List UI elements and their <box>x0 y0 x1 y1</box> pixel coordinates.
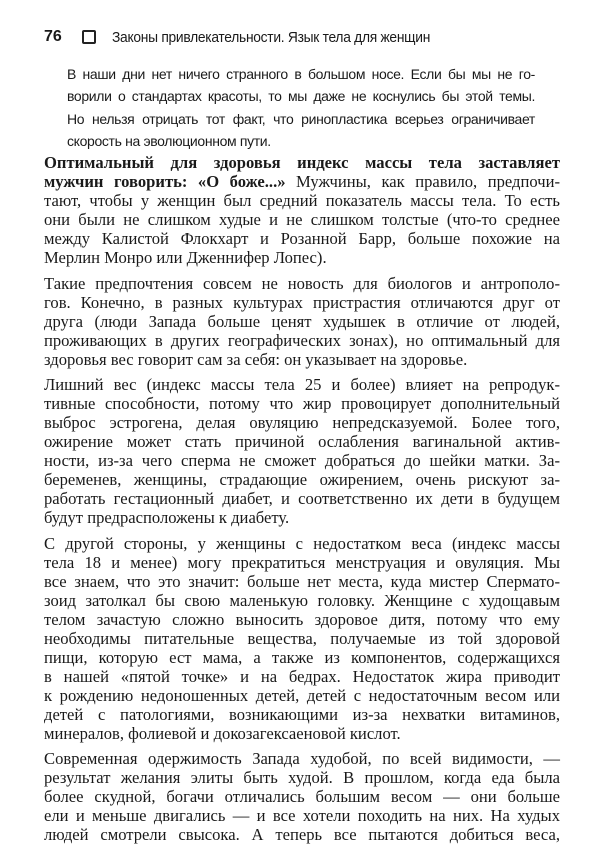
line-text: ели и меньше двигались — и все хотели походить на них. На худых <box>44 806 560 825</box>
text-line <box>44 534 560 553</box>
text-line <box>44 686 560 705</box>
text-line <box>44 489 560 508</box>
text-line <box>44 508 560 527</box>
line-text: Лишний вес (индекс массы тела 25 и более) влияет на репродук- <box>44 375 560 394</box>
text-line <box>44 229 560 248</box>
note-line: Но нельзя отрицать тот факт, что ринопластика всерьез ограничивает <box>67 110 535 127</box>
text-line <box>44 375 560 394</box>
note-line: В наши дни нет ничего странного в большом носе. Если бы мы не го- <box>67 66 535 82</box>
text-line <box>44 768 560 787</box>
paragraph <box>44 534 560 743</box>
text-line <box>44 553 560 572</box>
line-text: детей с патологиями, возникающими из-за нехватки витаминов, <box>44 704 560 724</box>
text-line <box>44 610 560 629</box>
text-line <box>44 629 560 648</box>
bold-lead-in: Оптимальный для здоровья индекс массы тела заставляет <box>44 153 560 172</box>
text-line <box>44 451 560 470</box>
running-title: Законы привлекательности. Язык тела для женщин <box>112 28 431 46</box>
line-text: тела 18 и менее) могу прекратиться менструация и овуляция. Мы <box>44 552 560 572</box>
line-text: пищи, которую ест мама, а также из компонентов, содержащихся <box>44 647 560 667</box>
line-text: будут предрасположены к диабету. <box>44 508 290 527</box>
line-text: ности, из-за чего сперма не сможет добраться до шейки матки. За- <box>44 451 560 470</box>
note-line: скорость на эволюционном пути. <box>67 132 271 149</box>
text-line <box>44 470 560 489</box>
line-text: результат желания элиты быть худой. В прошлом, когда еда была <box>44 768 560 787</box>
line-text: работать гестационный диабет, и соответственно их дети в будущем <box>44 489 560 508</box>
text-line <box>44 312 560 331</box>
line-text: людей смотрели свысока. А теперь все пытаются добиться веса, <box>44 825 560 844</box>
line-text: С другой стороны, у женщины с недостатком веса (индекс массы <box>44 533 560 553</box>
text-line <box>44 591 560 610</box>
line-text: все знаем, что это значит: больше нет места, куда мистер Спермато- <box>44 571 560 591</box>
line-text: Мерлин Монро или Дженнифер Лопес). <box>44 248 327 267</box>
line-text: ожирение может стать причиной ослабления вагинальной актив- <box>44 432 560 451</box>
text-line <box>44 787 560 806</box>
line-text: необходимы питательные вещества, получаемые из той здоровой <box>44 628 560 648</box>
text-line <box>44 153 560 172</box>
text-line <box>44 432 560 451</box>
running-header <box>44 26 458 48</box>
text-line <box>44 667 560 686</box>
line-text: они были не слишком худые и не слишком толстые (что-то среднее <box>44 210 560 229</box>
text-line <box>44 331 560 350</box>
line-text: здоровья вес говорит сам за себя: он указывает на здоровье. <box>44 349 468 369</box>
line-text: гов. Конечно, в разных культурах пристрастия отличаются друг от <box>44 292 560 312</box>
line-text: Такие предпочтения совсем не новость для биологов и антрополо- <box>44 273 560 293</box>
line-text: выброс эстрогена, делая овуляцию непредсказуемой. Более того, <box>44 413 560 432</box>
line-text: тивные способности, потому что жир провоцирует дополнительный <box>44 394 560 413</box>
note-line: ворили о стандартах красоты, то мы даже не коснулись бы этой темы. <box>67 88 535 105</box>
text-line <box>44 172 560 191</box>
paragraph <box>44 274 560 369</box>
line-text: проживающих в других географических зонах), но оптимальный для <box>44 330 560 350</box>
body-text <box>44 153 560 851</box>
square-bullet-icon <box>82 30 96 44</box>
text-line <box>44 572 560 591</box>
line-text: минералов, фолиевой и докозагексаеновой кислот. <box>44 723 401 743</box>
line-text: зоид затолкал бы свою маленькую головку. Женщине с худощавым <box>44 590 560 610</box>
page-number: 76 <box>44 28 62 45</box>
text-line <box>44 191 560 210</box>
text-line <box>44 705 560 724</box>
line-text: Мужчины, как правило, предпочи- <box>285 172 560 191</box>
line-text: более скудной, богачи отличались большим весом — они больше <box>44 787 560 806</box>
text-line <box>44 394 560 413</box>
text-line <box>44 648 560 667</box>
text-line <box>44 248 560 267</box>
line-text: в нашей «пятой точке» и на бедрах. Недостаток жира приводит <box>44 666 560 686</box>
text-line <box>44 274 560 293</box>
line-text: к рождению недоношенных детей, детей с недостаточным весом или <box>44 685 560 705</box>
text-line <box>44 413 560 432</box>
line-text: тают, чтобы у женщин был средний показатель массы тела. То есть <box>44 191 560 210</box>
text-line <box>44 749 560 768</box>
text-line <box>44 210 560 229</box>
line-text: телом зачастую сложно выносить здоровое дитя, потому что ему <box>44 609 560 629</box>
line-text: Современная одержимость Запада худобой, по всей видимости, — <box>44 749 560 768</box>
line-text: друга (люди Запада больше ценят худышек в отличие от людей, <box>44 311 560 331</box>
text-line <box>44 724 560 743</box>
paragraph <box>44 375 560 527</box>
text-line <box>44 825 560 844</box>
sidebar-note <box>67 63 535 152</box>
text-line <box>44 806 560 825</box>
line-text: между Калистой Флокхарт и Розанной Барр, больше похожие на <box>44 229 560 248</box>
paragraph <box>44 749 560 844</box>
text-line <box>44 350 560 369</box>
paragraph <box>44 153 560 267</box>
bold-lead-in: мужчин говорить: «О боже...» <box>44 172 286 191</box>
text-line <box>44 293 560 312</box>
line-text: беременев, женщины, страдающие ожирением, очень рискуют за- <box>44 470 560 489</box>
